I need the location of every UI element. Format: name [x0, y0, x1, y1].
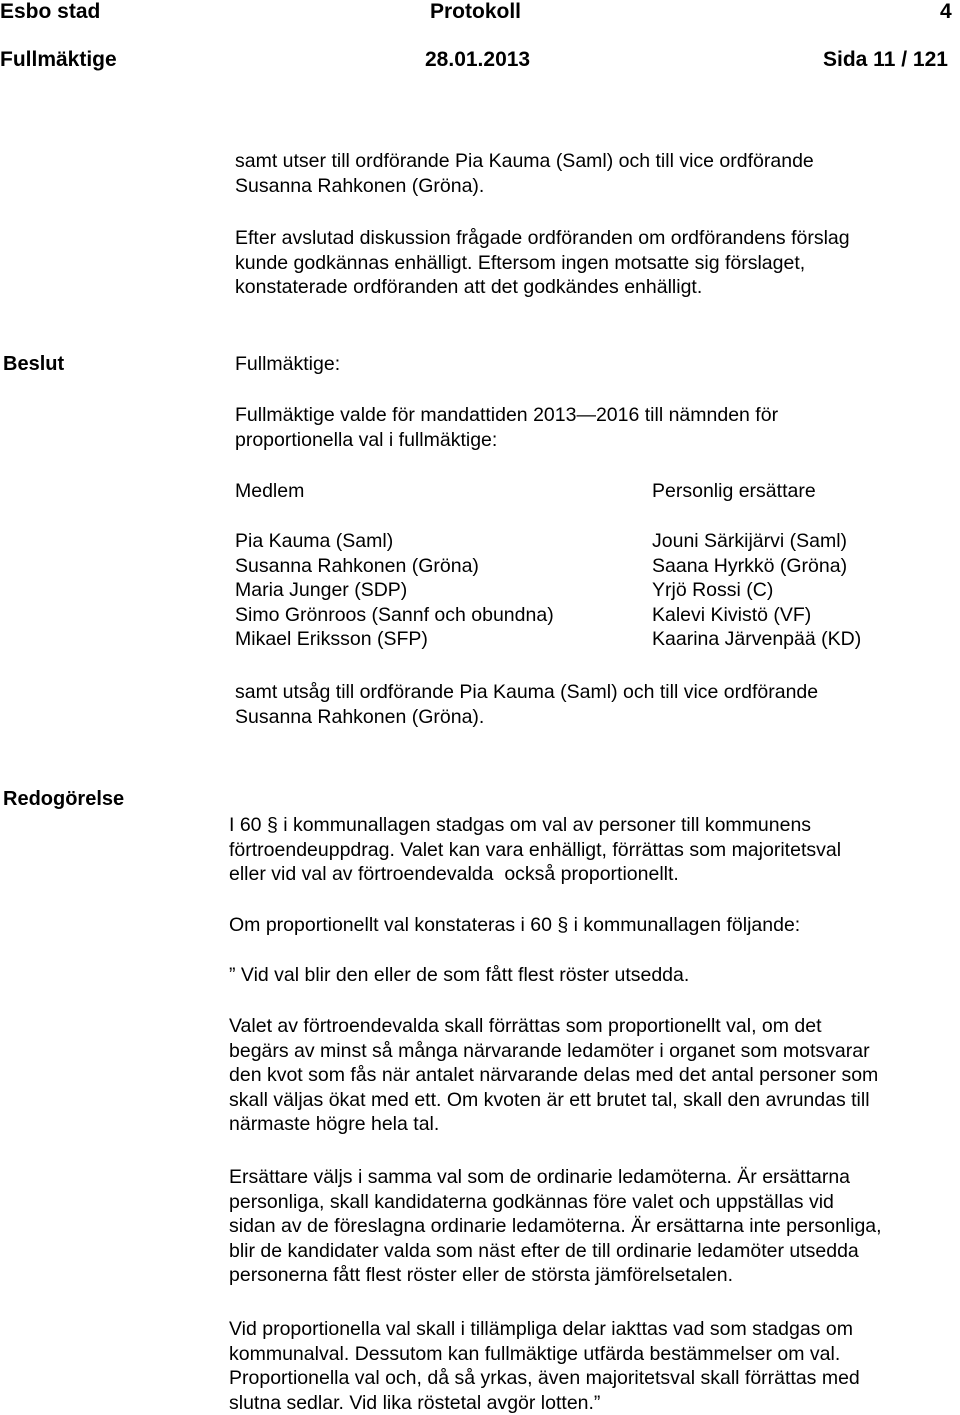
text-line: Ersättare väljs i samma val som de ordinarie ledamöterna. Är ersättarna — [229, 1166, 851, 1188]
deputy-item: Yrjö Rossi (C) — [652, 579, 774, 601]
text-line: samt utser till ordförande Pia Kauma (Saml) och till vice ordförande — [235, 150, 814, 172]
text-line: skall väljas ökat med ett. Om kvoten är ett brutet tal, skall den avrundas till — [229, 1088, 870, 1111]
text-line: kommunalval. Dessutom kan fullmäktige utfärda bestämmelser om val. — [229, 1342, 841, 1365]
text-line: kunde godkännas enhälligt. Eftersom ingen motsatte sig förslaget, — [235, 251, 806, 274]
beslut-closing — [235, 680, 818, 729]
redogorelse-paragraph-4 — [229, 1165, 882, 1288]
text-line: sidan av de föreslagna ordinarie ledamöterna. Är ersättarna inte personliga, — [229, 1215, 882, 1237]
text-line: konstaterade ordföranden att det godkändes enhälligt. — [235, 276, 703, 298]
member-item: Mikael Eriksson (SFP) — [235, 628, 428, 650]
beslut-paragraph-1 — [235, 403, 778, 452]
deputy-list — [652, 529, 861, 652]
header-org: Esbo stad — [0, 0, 101, 23]
header-date: 28.01.2013 — [425, 48, 531, 71]
redogorelse-heading: Redogörelse — [3, 788, 125, 810]
text-line: begärs av minst så många närvarande ledamöter i organet som motsvarar — [229, 1039, 870, 1062]
deputy-column-heading: Personlig ersättare — [652, 480, 816, 502]
text-line: samt utsåg till ordförande Pia Kauma (Saml) och till vice ordförande — [235, 681, 819, 703]
beslut-heading: Beslut — [3, 353, 65, 375]
deputy-item: Kalevi Kivistö (VF) — [652, 603, 812, 626]
beslut-label: Fullmäktige: — [235, 353, 341, 375]
text-line: Susanna Rahkonen (Gröna). — [235, 705, 485, 728]
member-item: Pia Kauma (Saml) — [235, 530, 394, 552]
text-line: I 60 § i kommunallagen stadgas om val av personer till kommunens — [229, 814, 812, 836]
text-line: den kvot som fås när antalet närvarande delas med det antal personer som — [229, 1064, 879, 1086]
member-item: Susanna Rahkonen (Gröna) — [235, 554, 479, 577]
text-line: Susanna Rahkonen (Gröna). — [235, 174, 485, 197]
law-quote-opening — [229, 963, 689, 988]
member-item: Maria Junger (SDP) — [235, 579, 408, 601]
text-line: proportionella val i fullmäktige: — [235, 428, 498, 451]
member-list — [235, 529, 554, 652]
text-line: personerna fått flest röster eller de största jämförelsetalen. — [229, 1264, 733, 1286]
redogorelse-paragraph-2 — [229, 913, 800, 938]
member-item: Simo Grönroos (Sannf och obundna) — [235, 603, 554, 626]
text-line: eller vid val av förtroendevalda också proportionellt. — [229, 863, 679, 885]
member-column-heading: Medlem — [235, 480, 305, 502]
text-line: personliga, skall kandidaterna godkännas före valet och uppställas vid — [229, 1190, 834, 1213]
text-line: Om proportionellt val konstateras i 60 § i kommunallagen följande: — [229, 914, 801, 936]
text-line: Valet av förtroendevalda skall förrättas som proportionellt val, om det — [229, 1015, 822, 1037]
text-line: blir de kandidater valda som näst efter de till ordinarie ledamöter utsedda — [229, 1239, 859, 1262]
text-line: Efter avslutad diskussion frågade ordföranden om ordförandens förslag — [235, 227, 850, 249]
deputy-item: Saana Hyrkkö (Gröna) — [652, 554, 848, 577]
redogorelse-paragraph-1 — [229, 813, 841, 887]
deputy-item: Jouni Särkijärvi (Saml) — [652, 530, 848, 552]
intro-paragraph-1 — [235, 149, 814, 198]
text-line: förtroendeuppdrag. Valet kan vara enhälligt, förrättas som majoritetsval — [229, 838, 842, 861]
text-line: Proportionella val och, då så yrkas, även majoritetsval skall förrättas med — [229, 1367, 860, 1389]
text-line: ” Vid val blir den eller de som fått flest röster utsedda. — [229, 964, 690, 986]
deputy-item: Kaarina Järvenpää (KD) — [652, 628, 862, 650]
text-line: närmaste högre hela tal. — [229, 1113, 440, 1135]
redogorelse-paragraph-3 — [229, 1014, 878, 1137]
header-item-number: 4 — [940, 0, 952, 23]
header-doc-type: Protokoll — [430, 0, 522, 23]
text-line: Vid proportionella val skall i tillämpliga delar iakttas vad som stadgas om — [229, 1318, 853, 1340]
text-line: slutna sedlar. Vid lika röstetal avgör lotten.” — [229, 1391, 601, 1414]
text-line: Fullmäktige valde för mandattiden 2013—2016 till nämnden för — [235, 404, 779, 426]
header-body: Fullmäktige — [0, 48, 117, 71]
redogorelse-paragraph-5 — [229, 1317, 860, 1415]
intro-paragraph-2 — [235, 226, 850, 300]
header-page-number: Sida 11 / 121 — [823, 48, 948, 71]
